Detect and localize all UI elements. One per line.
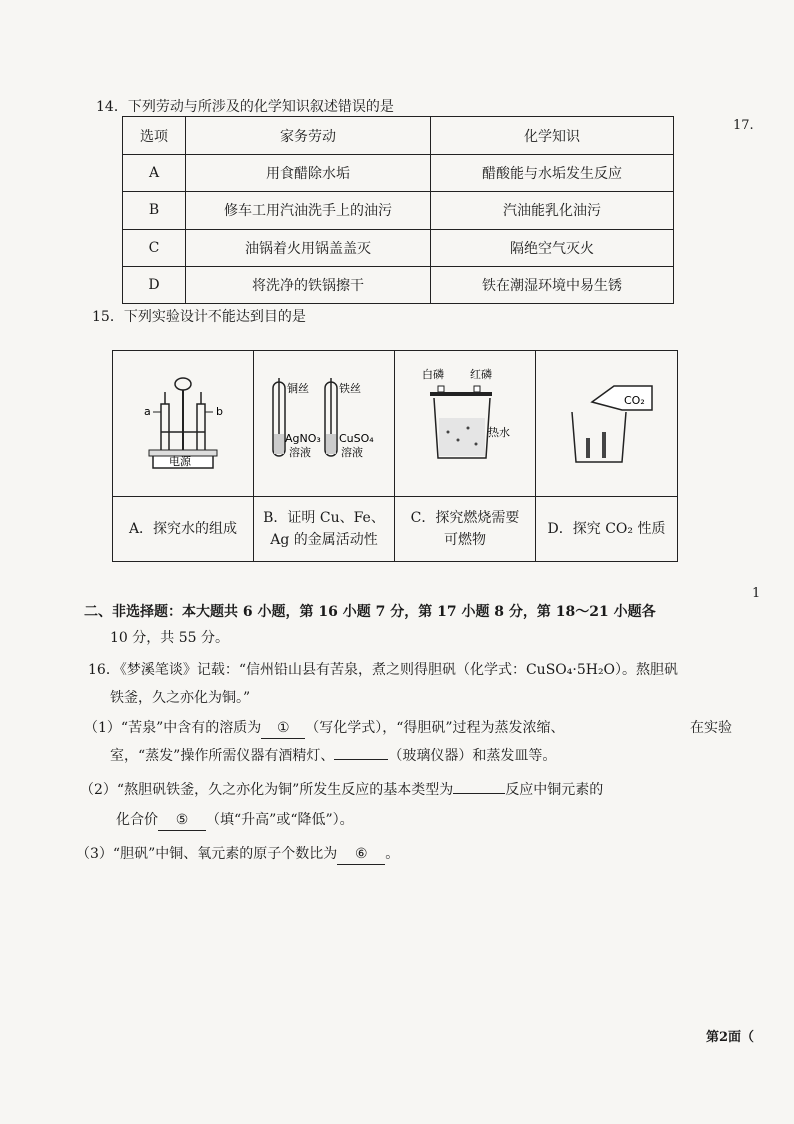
q16-intro-line2: 铁釜，久之亦化为铜。” — [110, 690, 251, 706]
q14-cell: C — [123, 229, 186, 266]
option-label: A．探究水的组成 — [128, 521, 238, 537]
q14-title: 14．下列劳动与所涉及的化学知识叙述错误的是 — [96, 99, 394, 115]
fig-label-cuso4: CuSO₄ — [339, 431, 374, 445]
table-row — [123, 155, 674, 192]
q14-cell: 隔绝空气灭火 — [431, 229, 674, 266]
q14-header-option: 选项 — [123, 117, 186, 155]
fig-label-agno3: AgNO₃ — [285, 431, 321, 445]
fig-label-white-phosphorus: 白磷 — [422, 367, 444, 381]
q14-cell: 汽油能乳化油污 — [431, 192, 674, 229]
fig-label-solution1: 溶液 — [289, 445, 311, 459]
answer-blank-4[interactable] — [453, 793, 505, 794]
q16-part2-text: （2）“熬胆矾铁釜，久之亦化为铜”所发生反应的基本类型为 — [80, 782, 454, 798]
q16-part2-line2-text: 化合价 — [116, 812, 158, 828]
q15-option-b — [254, 497, 395, 562]
answer-blank-3[interactable] — [334, 759, 388, 760]
option-label: B．证明 Cu、Fe、 — [263, 510, 385, 526]
q14-table — [122, 116, 674, 304]
q16-part1-text2: （写化学式），“得胆矾”过程为蒸发浓缩、 — [305, 720, 565, 736]
q16-part1-line2-text: 室，“蒸发”操作所需仪器有酒精灯、 — [110, 748, 335, 764]
q14-cell: 将洗净的铁锅擦干 — [186, 266, 431, 303]
q14-cell: A — [123, 155, 186, 192]
table-row — [123, 266, 674, 303]
option-label: C．探究燃烧需要 — [410, 510, 520, 526]
q16-part1-line2-text2: （玻璃仪器）和蒸发皿等。 — [388, 748, 557, 764]
q16-part2 — [80, 780, 603, 800]
option-label-line2: Ag 的金属活动性 — [270, 532, 378, 548]
option-label-line2: 可燃物 — [444, 532, 486, 548]
fig-label-b: b — [216, 404, 223, 418]
q14-cell: 铁在潮湿环境中易生锈 — [431, 266, 674, 303]
q16-part3-text2: 。 — [385, 846, 400, 862]
q16-part3-text: （3）“胆矾”中铜、氧元素的原子个数比为 — [76, 846, 338, 862]
q16-part1 — [84, 718, 565, 739]
q14-cell: D — [123, 266, 186, 303]
answer-blank-5[interactable]: ⑤ — [158, 810, 206, 831]
q14-header-labor: 家务劳动 — [186, 117, 431, 155]
fig-label-copper-wire: 铜丝 — [287, 381, 309, 395]
co2-pouring-icon — [542, 362, 672, 482]
q16-part2-text2: 反应中铜元素的 — [505, 782, 604, 798]
answer-blank-6[interactable]: ⑥ — [337, 844, 385, 865]
q16-part1-text: （1）“苦泉”中含有的溶质为 — [84, 720, 262, 736]
section-heading: 二、非选择题：本大题共 6 小题，第 16 小题 7 分，第 17 小题 8 分，第 18～21 小题各 — [84, 604, 656, 620]
fig-label-co2: CO₂ — [623, 393, 645, 407]
margin-question-number: 17. — [733, 118, 754, 133]
fig-label-solution2: 溶液 — [341, 445, 363, 459]
table-row — [123, 192, 674, 229]
q15-option-a — [113, 497, 254, 562]
q16-part3 — [76, 844, 399, 865]
fig-electrolysis — [113, 351, 254, 497]
page-number: 第2面（ — [706, 1030, 755, 1045]
q14-cell: 油锅着火用锅盖盖灭 — [186, 229, 431, 266]
q14-cell: 醋酸能与水垢发生反应 — [431, 155, 674, 192]
q15-title: 15．下列实验设计不能达到目的是 — [92, 309, 306, 325]
beaker-hot-water-icon — [400, 362, 530, 482]
q16-part1-line2 — [110, 746, 556, 766]
fig-label-power: 电源 — [169, 454, 191, 468]
q15-table — [112, 350, 678, 562]
q16-part2-line2-text2: （填“升高”或“降低”）。 — [206, 812, 354, 828]
option-label: D．探究 CO₂ 性质 — [547, 521, 666, 537]
q16-intro: 16．《梦溪笔谈》记载：“信州铅山县有苦泉，煮之则得胆矾（化学式：CuSO₄·5H₂O）。熬胆矾 — [88, 662, 679, 678]
fig-combustion — [395, 351, 536, 497]
fig-label-iron-wire: 铁丝 — [339, 381, 361, 395]
q14-header-knowledge: 化学知识 — [431, 117, 674, 155]
q14-cell: 修车工用汽油洗手上的油污 — [186, 192, 431, 229]
fig-label-hot-water: 热水 — [488, 425, 510, 439]
fig-label-red-phosphorus: 红磷 — [470, 367, 492, 381]
table-row — [123, 229, 674, 266]
answer-blank-1[interactable]: ① — [261, 718, 305, 739]
q15-option-d — [536, 497, 678, 562]
fig-co2 — [536, 351, 678, 497]
margin-mark: 1 — [752, 586, 761, 601]
q16-part2-line2 — [116, 810, 354, 831]
fig-label-a: a — [144, 404, 151, 418]
section-heading-line2: 10 分，共 55 分。 — [110, 630, 229, 646]
q14-cell: 用食醋除水垢 — [186, 155, 431, 192]
q14-cell: B — [123, 192, 186, 229]
electrolysis-apparatus-icon — [123, 362, 243, 482]
fig-metal-activity — [254, 351, 395, 497]
q15-option-c — [395, 497, 536, 562]
test-tubes-icon — [259, 362, 389, 482]
q16-part1-text3: 在实验 — [690, 720, 732, 736]
